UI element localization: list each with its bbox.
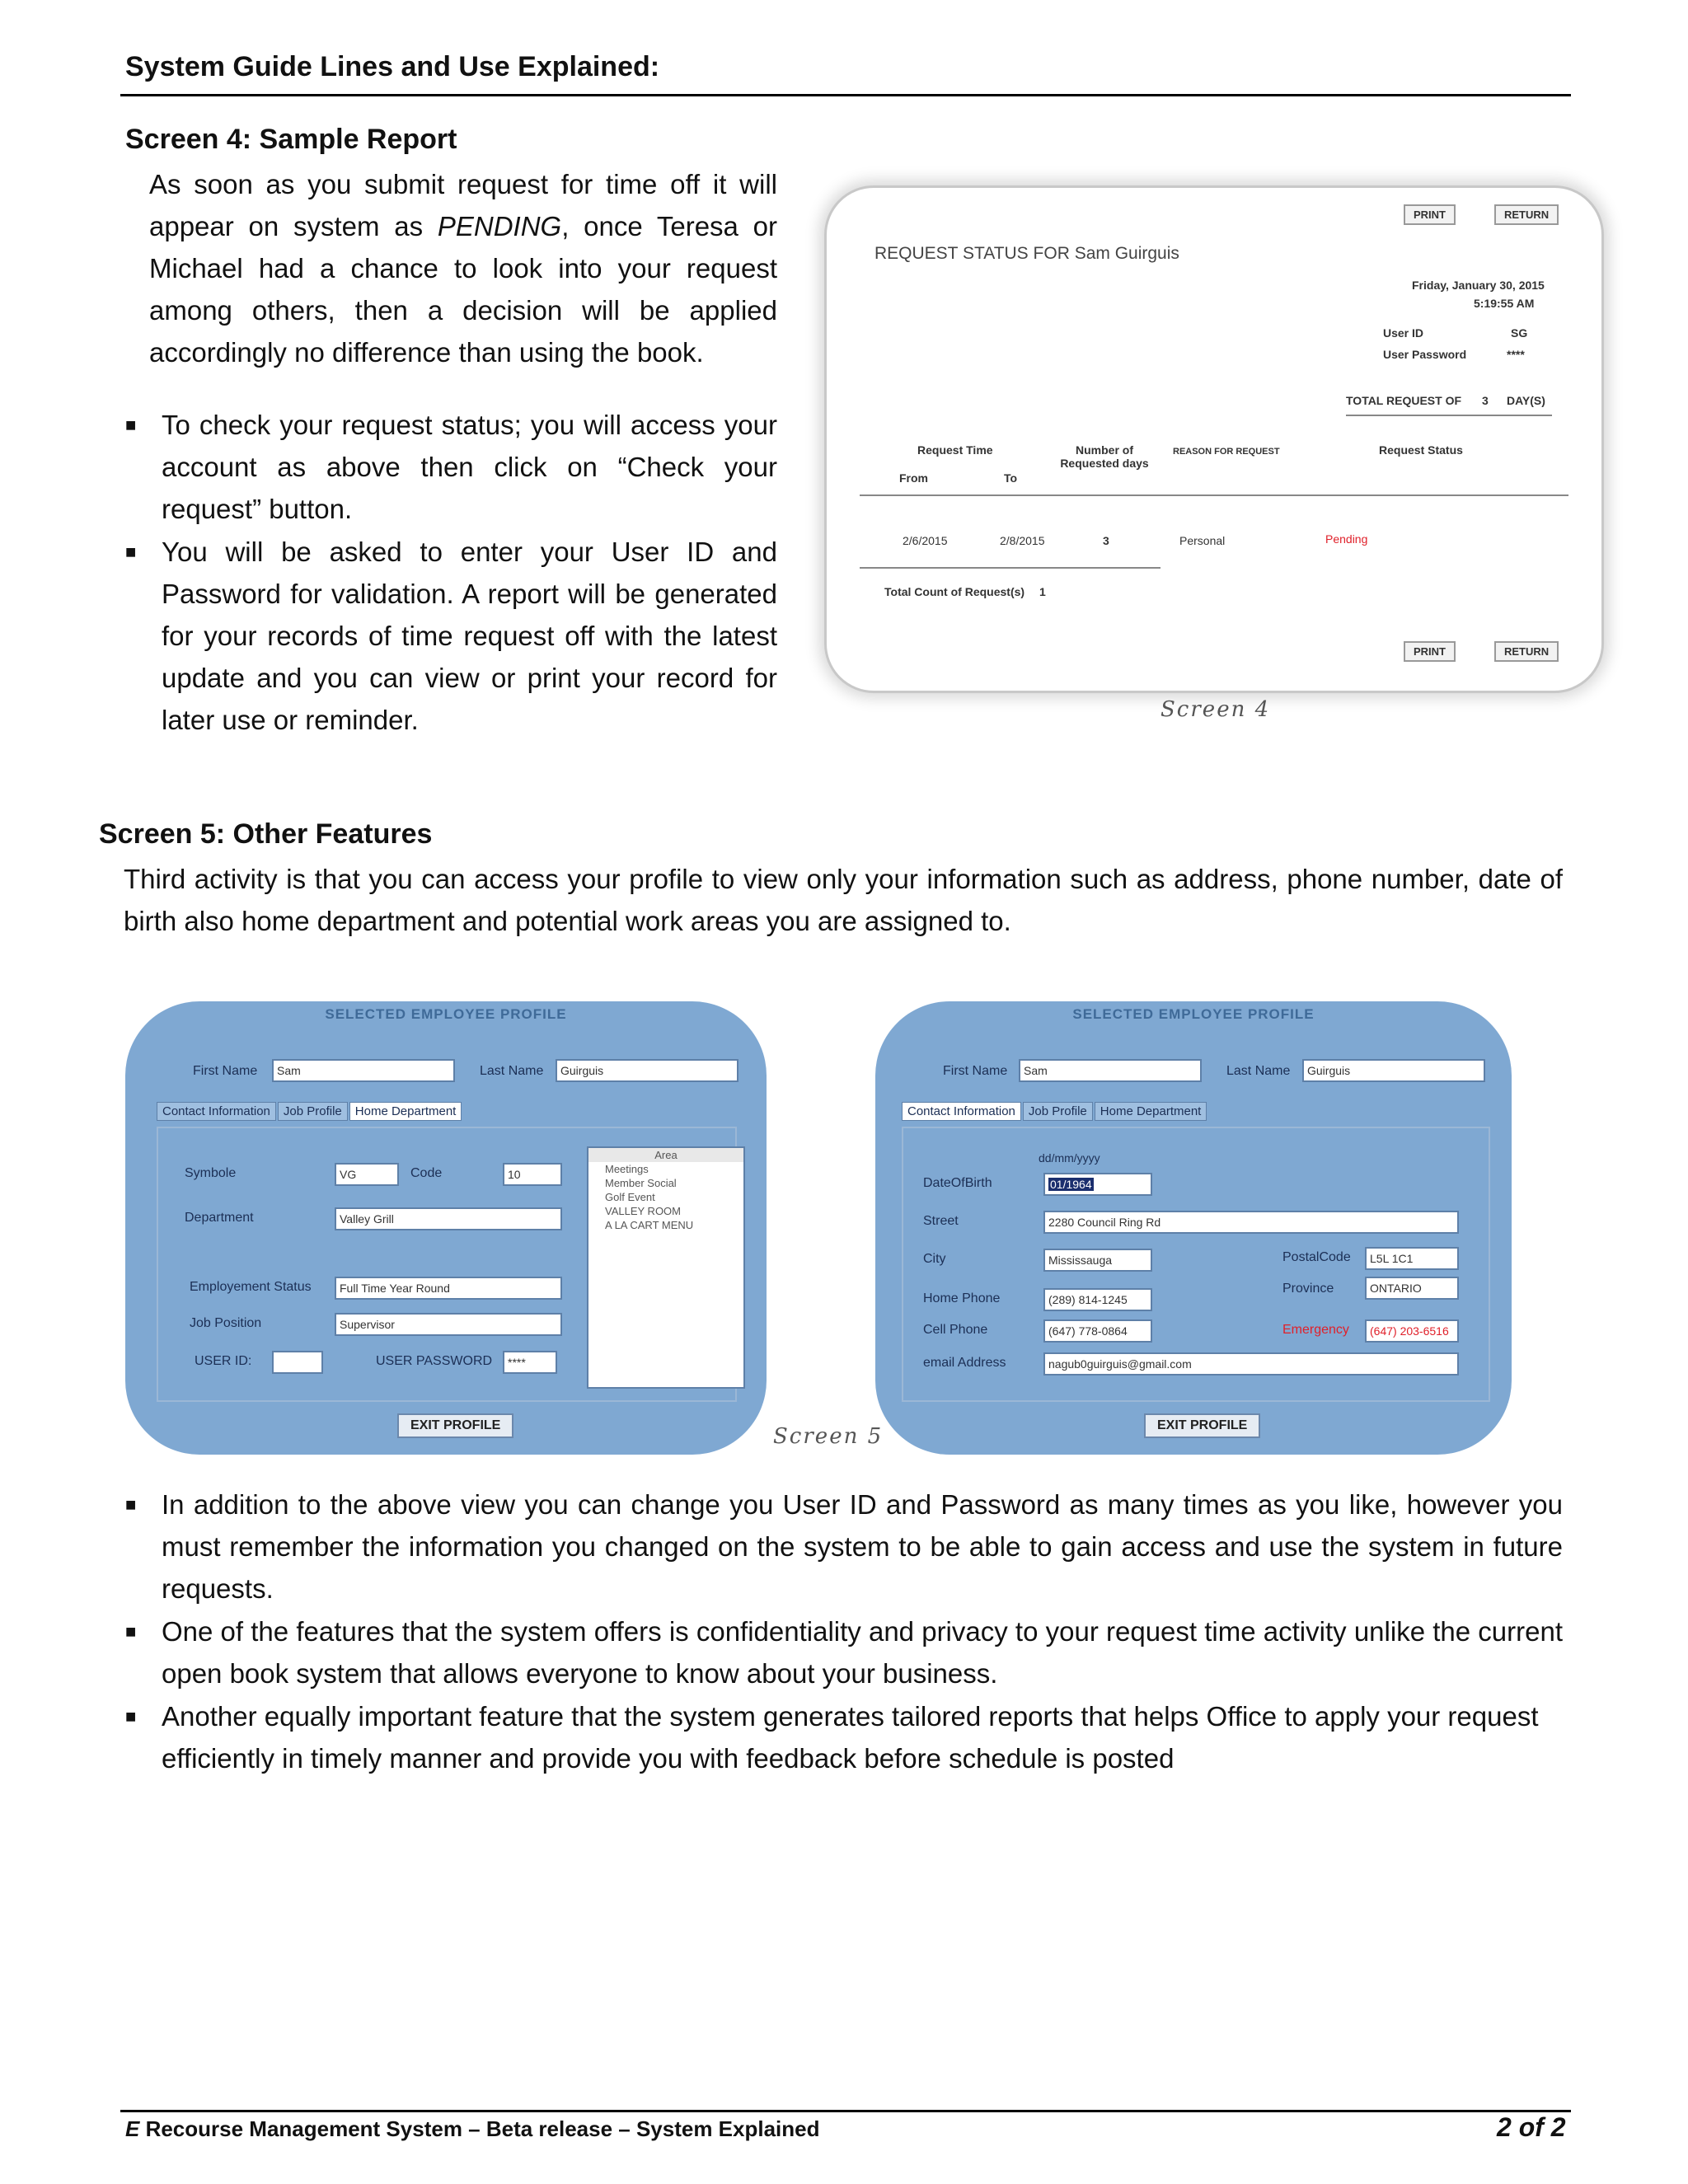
city-label: City bbox=[923, 1252, 946, 1266]
cell-phone-label: Cell Phone bbox=[923, 1323, 988, 1337]
screen4-paragraph-part1: As soon as you submit request for time off it will appear on system as bbox=[149, 169, 777, 241]
list-item[interactable]: A LA CART MENU bbox=[605, 1219, 694, 1231]
footer-text bbox=[125, 2116, 820, 2142]
bullet-icon: ■ bbox=[125, 1494, 137, 1515]
email-label: email Address bbox=[923, 1356, 1006, 1370]
screen4-caption: Screen 4 bbox=[1160, 697, 1271, 722]
user-password-label: User Password bbox=[1383, 348, 1467, 361]
list-item bbox=[125, 1695, 1563, 1779]
total-rule bbox=[1346, 415, 1552, 416]
exit-profile-button[interactable]: EXIT PROFILE bbox=[397, 1413, 513, 1438]
screen4-paragraph-part3: , once Teresa or Michael had a chance to look into your request among others, then a decision will be applied accordingly no difference than using the book. bbox=[149, 211, 778, 368]
dob-label: DateOfBirth bbox=[923, 1176, 992, 1190]
tab-job-profile[interactable]: Job Profile bbox=[1023, 1102, 1093, 1121]
list-item[interactable]: Meetings bbox=[605, 1163, 649, 1175]
total-request-label: TOTAL REQUEST OF bbox=[1346, 394, 1462, 407]
row-days: 3 bbox=[1103, 534, 1109, 547]
last-name-field[interactable]: Guirguis bbox=[1302, 1059, 1485, 1082]
header-rule bbox=[120, 94, 1571, 96]
tab-bar bbox=[902, 1102, 1208, 1121]
total-request-unit: DAY(S) bbox=[1507, 394, 1545, 407]
list-item[interactable]: Member Social bbox=[605, 1177, 677, 1189]
user-password-value: **** bbox=[1507, 348, 1525, 361]
first-name-label: First Name bbox=[943, 1064, 1008, 1078]
col-request-time: Request Time bbox=[917, 443, 993, 457]
employment-status-label: Employement Status bbox=[190, 1280, 312, 1294]
screen4-paragraph bbox=[149, 163, 777, 373]
col-reason: REASON FOR REQUEST bbox=[1173, 447, 1280, 457]
province-label: Province bbox=[1282, 1282, 1334, 1296]
postal-code-field[interactable]: L5L 1C1 bbox=[1365, 1247, 1459, 1270]
code-field[interactable]: 10 bbox=[503, 1163, 562, 1186]
col-to: To bbox=[1004, 471, 1018, 485]
department-field[interactable]: Valley Grill bbox=[335, 1207, 562, 1230]
user-id-label: USER ID: bbox=[195, 1354, 252, 1368]
return-button-top[interactable]: RETURN bbox=[1494, 204, 1559, 225]
last-name-label: Last Name bbox=[1226, 1064, 1291, 1078]
report-title: REQUEST STATUS FOR Sam Guirguis bbox=[874, 244, 1179, 263]
footer-prefix: E bbox=[125, 2116, 140, 2141]
user-password-field[interactable]: **** bbox=[503, 1351, 557, 1374]
street-field[interactable]: 2280 Council Ring Rd bbox=[1043, 1211, 1459, 1234]
return-button-bottom[interactable]: RETURN bbox=[1494, 641, 1559, 662]
job-position-label: Job Position bbox=[190, 1316, 262, 1330]
bullet-text: In addition to the above view you can change you User ID and Password as many times as you like, however you must remember the information you changed on the system to be able to gain access and use the system in future requests. bbox=[162, 1489, 1563, 1604]
job-position-select[interactable]: Supervisor bbox=[335, 1313, 562, 1336]
footer-title: Recourse Management System – Beta release – System Explained bbox=[139, 2116, 820, 2141]
screen4-report-screenshot bbox=[824, 185, 1604, 693]
total-count-label: Total Count of Request(s) bbox=[884, 585, 1025, 598]
footer-rule bbox=[120, 2110, 1571, 2112]
exit-profile-button[interactable]: EXIT PROFILE bbox=[1144, 1413, 1260, 1438]
screen5-paragraph: Third activity is that you can access your profile to view only your information such as address, phone number, date of birth also home department and potential work areas you are assigned to. bbox=[124, 864, 1563, 936]
tab-home-department[interactable]: Home Department bbox=[349, 1102, 462, 1121]
total-count-value: 1 bbox=[1039, 585, 1046, 598]
date-format-hint: dd/mm/yyyy bbox=[1039, 1151, 1100, 1165]
first-name-field[interactable]: Sam bbox=[272, 1059, 455, 1082]
profile-panel-home-department bbox=[125, 1001, 767, 1455]
row-reason: Personal bbox=[1179, 534, 1226, 547]
emergency-field[interactable]: (647) 203-6516 bbox=[1365, 1319, 1459, 1343]
tab-contact-information[interactable]: Contact Information bbox=[902, 1102, 1021, 1121]
code-label: Code bbox=[410, 1166, 443, 1180]
pending-term: PENDING bbox=[437, 211, 562, 241]
first-name-label: First Name bbox=[193, 1064, 258, 1078]
postal-code-label: PostalCode bbox=[1282, 1250, 1351, 1264]
screen4-heading: Screen 4: Sample Report bbox=[125, 124, 457, 155]
screen5-bullets bbox=[125, 1483, 1563, 1780]
profile-panel-contact-information bbox=[875, 1001, 1512, 1455]
col-number: Number of Requested days bbox=[1060, 443, 1149, 470]
row-status: Pending bbox=[1325, 532, 1368, 546]
user-password-label: USER PASSWORD bbox=[376, 1354, 493, 1368]
print-button-bottom[interactable]: PRINT bbox=[1404, 641, 1456, 662]
first-name-field[interactable]: Sam bbox=[1019, 1059, 1202, 1082]
screen5-heading: Screen 5: Other Features bbox=[99, 818, 433, 850]
screen4-bullets bbox=[125, 404, 777, 742]
print-button-top[interactable]: PRINT bbox=[1404, 204, 1456, 225]
cell-phone-field[interactable]: (647) 778-0864 bbox=[1043, 1319, 1152, 1343]
list-item bbox=[125, 1483, 1563, 1610]
screen5-caption: Screen 5 bbox=[773, 1424, 884, 1449]
report-time: 5:19:55 AM bbox=[1474, 297, 1535, 310]
header-rule bbox=[860, 494, 1568, 496]
bullet-text: To check your request status; you will access your account as above then click on “Check your request” button. bbox=[162, 410, 777, 524]
bullet-text: Another equally important feature that the system generates tailored reports that helps Office to apply your request efficiently in timely manner and provide you with feedback before schedule is posted bbox=[162, 1701, 1539, 1774]
tab-contact-information[interactable]: Contact Information bbox=[157, 1102, 276, 1121]
last-name-label: Last Name bbox=[480, 1064, 544, 1078]
bullet-icon: ■ bbox=[125, 541, 137, 562]
list-item bbox=[125, 1610, 1563, 1694]
user-id-label: User ID bbox=[1383, 326, 1424, 340]
bullet-icon: ■ bbox=[125, 1706, 137, 1727]
bullet-text: One of the features that the system offers is confidentiality and privacy to your request time activity unlike the current open book system that allows everyone to know about your business. bbox=[162, 1616, 1563, 1689]
home-phone-field[interactable]: (289) 814-1245 bbox=[1043, 1288, 1152, 1311]
symbole-select[interactable]: VG bbox=[335, 1163, 399, 1186]
panel-title: SELECTED EMPLOYEE PROFILE bbox=[1072, 1006, 1315, 1022]
dob-value: 01/1964 bbox=[1050, 1178, 1092, 1191]
tab-job-profile[interactable]: Job Profile bbox=[278, 1102, 348, 1121]
list-item[interactable]: VALLEY ROOM bbox=[605, 1205, 681, 1217]
list-item bbox=[125, 531, 777, 741]
col-from: From bbox=[899, 471, 928, 485]
page-number: 2 of 2 bbox=[1497, 2112, 1566, 2142]
area-header: Area bbox=[588, 1148, 743, 1162]
department-label: Department bbox=[185, 1211, 254, 1225]
user-id-field[interactable] bbox=[272, 1351, 323, 1374]
employment-status-select[interactable]: Full Time Year Round bbox=[335, 1277, 562, 1300]
row-to: 2/8/2015 bbox=[1000, 534, 1045, 547]
user-id-value: SG bbox=[1511, 326, 1528, 340]
bullet-icon: ■ bbox=[125, 1621, 137, 1642]
area-list[interactable] bbox=[587, 1146, 745, 1389]
home-phone-label: Home Phone bbox=[923, 1291, 1001, 1305]
last-name-field[interactable]: Guirguis bbox=[556, 1059, 738, 1082]
street-label: Street bbox=[923, 1214, 959, 1228]
row-from: 2/6/2015 bbox=[903, 534, 948, 547]
total-request-value: 3 bbox=[1482, 394, 1489, 407]
bullet-text: You will be asked to enter your User ID and Password for validation. A report will be generated for your records of time request off with the latest update and you can view or print your record for later use or reminder. bbox=[162, 537, 777, 735]
email-field[interactable]: nagub0guirguis@gmail.com bbox=[1043, 1352, 1459, 1376]
list-item[interactable]: Golf Event bbox=[605, 1191, 655, 1203]
report-date: Friday, January 30, 2015 bbox=[1412, 279, 1545, 292]
panel-title: SELECTED EMPLOYEE PROFILE bbox=[325, 1006, 567, 1022]
list-item bbox=[125, 404, 777, 530]
col-status: Request Status bbox=[1379, 443, 1463, 457]
dob-field[interactable] bbox=[1043, 1173, 1152, 1196]
symbole-label: Symbole bbox=[185, 1166, 237, 1180]
emergency-label: Emergency bbox=[1282, 1323, 1349, 1337]
city-field[interactable]: Mississauga bbox=[1043, 1249, 1152, 1272]
bullet-icon: ■ bbox=[125, 415, 137, 435]
row-rule bbox=[860, 567, 1160, 569]
tab-home-department[interactable]: Home Department bbox=[1095, 1102, 1207, 1121]
tab-bar bbox=[157, 1102, 463, 1121]
page-header-title: System Guide Lines and Use Explained: bbox=[125, 51, 660, 82]
province-field[interactable]: ONTARIO bbox=[1365, 1277, 1459, 1300]
